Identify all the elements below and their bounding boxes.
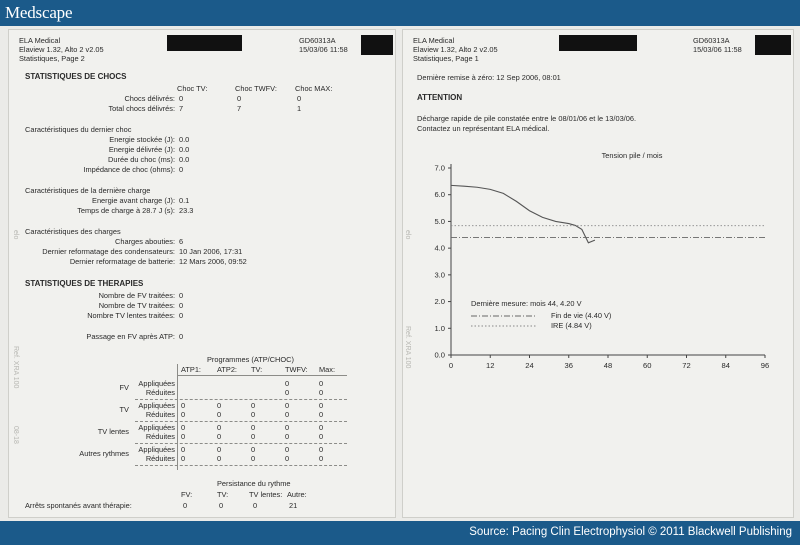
row-value: 12 Mars 2006, 09:52	[179, 257, 247, 266]
row-value: 0	[319, 423, 324, 432]
last-charge-title: Caractéristiques de la dernière charge	[25, 186, 151, 195]
row-value: 0	[237, 94, 242, 103]
row-value: 0	[217, 432, 222, 441]
row-value: 0	[285, 401, 290, 410]
row-value: 0.0	[179, 135, 190, 144]
x-tick-label: 48	[603, 361, 613, 370]
top-banner	[0, 0, 800, 26]
row-value: 0	[285, 432, 290, 441]
x-tick-label: 72	[682, 361, 691, 370]
company-name: ELA Medical	[19, 36, 61, 45]
battery-voltage-chart	[403, 30, 794, 518]
table-rule	[135, 465, 347, 466]
row-value: 0	[319, 388, 324, 397]
y-tick-label: 6.0	[434, 190, 445, 200]
row-label: Total chocs délivrés:	[108, 104, 175, 113]
margin-note: elo	[404, 230, 411, 240]
table-rule	[135, 399, 347, 400]
row-value: 0	[319, 432, 324, 441]
row-value: 0	[217, 454, 222, 463]
bottom-banner	[0, 521, 800, 545]
col-header: ATP2:	[217, 365, 237, 374]
group-label: FV	[119, 383, 129, 392]
row-value: 1	[297, 104, 302, 113]
y-tick-label: 1.0	[434, 323, 445, 333]
device-id: GD60313A	[693, 36, 730, 45]
row-value: 0	[319, 445, 324, 454]
row-value: 0	[251, 432, 256, 441]
software-version: Elaview 1.32, Alto 2 v2.05	[413, 45, 498, 54]
row-value: 0	[179, 301, 184, 310]
row-value: 0	[251, 410, 256, 419]
row-value: 0	[285, 423, 290, 432]
row-value: 0	[217, 423, 222, 432]
row-value: 0	[217, 445, 222, 454]
row-label: Appliquées	[138, 445, 175, 454]
report-datetime: 15/03/06 11:58	[299, 45, 348, 54]
y-tick-label: 5.0	[434, 216, 445, 226]
medscape-logo[interactable]: Medscape	[5, 3, 73, 22]
row-label: Réduites	[145, 410, 175, 419]
table-rule	[135, 421, 347, 422]
group-label: Autres rythmes	[79, 449, 129, 458]
scanned-report	[0, 26, 800, 521]
software-version: Elaview 1.32, Alto 2 v2.05	[19, 45, 104, 54]
row-value: 0.0	[179, 145, 190, 154]
row-label: Durée du choc (ms):	[108, 155, 175, 164]
attention-message: Décharge rapide de pile constatée entre le 08/01/06 et le 13/03/06.	[417, 114, 637, 123]
row-value: 0	[251, 401, 256, 410]
col-header: Autre:	[287, 490, 307, 499]
source-credit: Source: Pacing Clin Electrophysiol © 2011 Blackwell Publishing	[469, 526, 792, 538]
row-value: 0	[179, 311, 184, 320]
x-tick-label: 0	[448, 361, 454, 370]
row-value: 0	[319, 410, 324, 419]
shock-stats-title: STATISTIQUES DE CHOCS	[25, 72, 127, 81]
therapy-stats-title: STATISTIQUES DE THERAPIES	[25, 279, 144, 288]
row-value: 0	[183, 501, 188, 510]
row-value: 0	[219, 501, 224, 510]
row-value: 0.0	[179, 155, 190, 164]
row-value: 0	[319, 401, 324, 410]
row-value: 0	[251, 454, 256, 463]
row-label: Réduites	[145, 388, 175, 397]
margin-note: Ref. XRA 100	[404, 326, 411, 369]
report-page-2	[8, 29, 396, 518]
voltage-series-line	[451, 185, 595, 242]
row-value: 0	[319, 379, 324, 388]
row-value: 0	[251, 423, 256, 432]
x-tick-label: 36	[564, 361, 573, 370]
margin-note: Ref. XRA 100	[12, 346, 19, 389]
margin-note: 08-18	[12, 426, 19, 444]
col-header: TWFV:	[285, 365, 308, 374]
row-value: 0	[181, 423, 186, 432]
table-rule	[135, 443, 347, 444]
attention-contact: Contactez un représentant ELA médical.	[417, 124, 550, 133]
row-value: 0	[181, 401, 186, 410]
row-value: 0	[217, 401, 222, 410]
company-name: ELA Medical	[413, 36, 455, 45]
row-label: Nombre de TV traitées:	[98, 301, 175, 310]
row-label: Réduites	[145, 432, 175, 441]
table-rule	[177, 364, 178, 470]
row-label: Nombre de FV traitées:	[98, 291, 175, 300]
row-value: 0	[319, 454, 324, 463]
col-header: TV:	[217, 490, 229, 499]
row-value: 7	[237, 104, 242, 113]
row-value: 0	[179, 165, 184, 174]
row-value: 0	[285, 388, 290, 397]
row-label: Passage en FV après ATP:	[86, 332, 175, 341]
row-value: 0	[179, 94, 184, 103]
x-tick-label: 96	[760, 361, 770, 370]
charges-title: Caractéristiques des charges	[25, 227, 121, 236]
row-label: Nombre TV lentes traitées:	[87, 311, 175, 320]
x-tick-label: 60	[643, 361, 652, 370]
chart-title: Tension pile / mois	[601, 151, 663, 160]
row-label: Energie stockée (J):	[109, 135, 175, 144]
y-tick-label: 2.0	[434, 297, 445, 307]
row-value: 0	[251, 445, 256, 454]
row-value: 0	[181, 454, 186, 463]
group-label: TV lentes	[97, 427, 129, 436]
row-value: 0	[285, 410, 290, 419]
col-header: Choc MAX:	[295, 84, 333, 93]
row-value: 0	[217, 410, 222, 419]
y-tick-label: 4.0	[434, 243, 445, 253]
legend-ire: IRE (4.84 V)	[551, 321, 592, 330]
row-label: Energie délivrée (J):	[108, 145, 175, 154]
row-label: Impédance de choc (ohms):	[83, 165, 175, 174]
row-label: Temps de charge à 28.7 J (s):	[77, 206, 175, 215]
table-rule	[177, 375, 347, 376]
row-label: Chocs délivrés:	[124, 94, 175, 103]
row-value: 0	[285, 379, 290, 388]
row-value: 7	[179, 104, 184, 113]
row-label: Dernier reformatage de batterie:	[69, 257, 175, 266]
x-tick-label: 84	[721, 361, 730, 370]
section-title: Statistiques, Page 1	[413, 54, 479, 63]
row-value: 0	[181, 432, 186, 441]
margin-note: elo	[12, 230, 19, 240]
row-value: 0.1	[179, 196, 190, 205]
row-label: Appliquées	[138, 423, 175, 432]
row-value: 0	[285, 445, 290, 454]
col-header: FV:	[181, 490, 193, 499]
legend-last-measure: Dernière mesure: mois 44, 4.20 V	[471, 299, 582, 308]
col-header: Choc TV:	[177, 84, 208, 93]
row-value: 6	[179, 237, 184, 246]
row-value: 0	[285, 454, 290, 463]
row-value: 21	[289, 501, 298, 510]
last-shock-title: Caractéristiques du dernier choc	[25, 125, 132, 134]
redaction-bar	[361, 35, 393, 55]
col-header: TV:	[251, 365, 263, 374]
row-value: 0	[297, 94, 302, 103]
col-header: TV lentes:	[249, 490, 283, 499]
row-label: Energie avant charge (J):	[92, 196, 175, 205]
row-value: 0	[181, 410, 186, 419]
group-label: TV	[119, 405, 129, 414]
row-label: Appliquées	[138, 401, 175, 410]
col-header: ATP1:	[181, 365, 201, 374]
row-value: 10 Jan 2006, 17:31	[179, 247, 243, 256]
report-page-1	[402, 29, 794, 518]
row-value: 0	[179, 291, 184, 300]
row-value: 23.3	[179, 206, 194, 215]
row-label: Appliquées	[138, 379, 175, 388]
section-title: Statistiques, Page 2	[19, 54, 85, 63]
programs-title: Programmes (ATP/CHOC)	[207, 355, 294, 364]
row-value: 0	[253, 501, 258, 510]
y-tick-label: 7.0	[434, 163, 445, 173]
legend-end-of-life: Fin de vie (4.40 V)	[551, 311, 612, 320]
row-label: Réduites	[145, 454, 175, 463]
reset-date: Dernière remise à zéro: 12 Sep 2006, 08:01	[417, 73, 561, 82]
row-value: 0	[179, 332, 184, 341]
row-value: 0	[181, 445, 186, 454]
row-label: Dernier reformatage des condensateurs:	[42, 247, 175, 256]
device-id: GD60313A	[299, 36, 336, 45]
y-tick-label: 3.0	[434, 270, 445, 280]
redaction-bar	[167, 35, 242, 51]
attention-title: ATTENTION	[417, 93, 463, 102]
row-label: Arrêts spontanés avant thérapie:	[25, 501, 132, 510]
report-datetime: 15/03/06 11:58	[693, 45, 742, 54]
x-tick-label: 12	[486, 361, 495, 370]
x-tick-label: 24	[525, 361, 534, 370]
col-header: Choc TWFV:	[235, 84, 277, 93]
col-header: Max:	[319, 365, 336, 374]
persistence-title: Persistance du rythme	[217, 479, 291, 488]
row-label: Charges abouties:	[115, 237, 175, 246]
y-tick-label: 0.0	[434, 350, 445, 360]
